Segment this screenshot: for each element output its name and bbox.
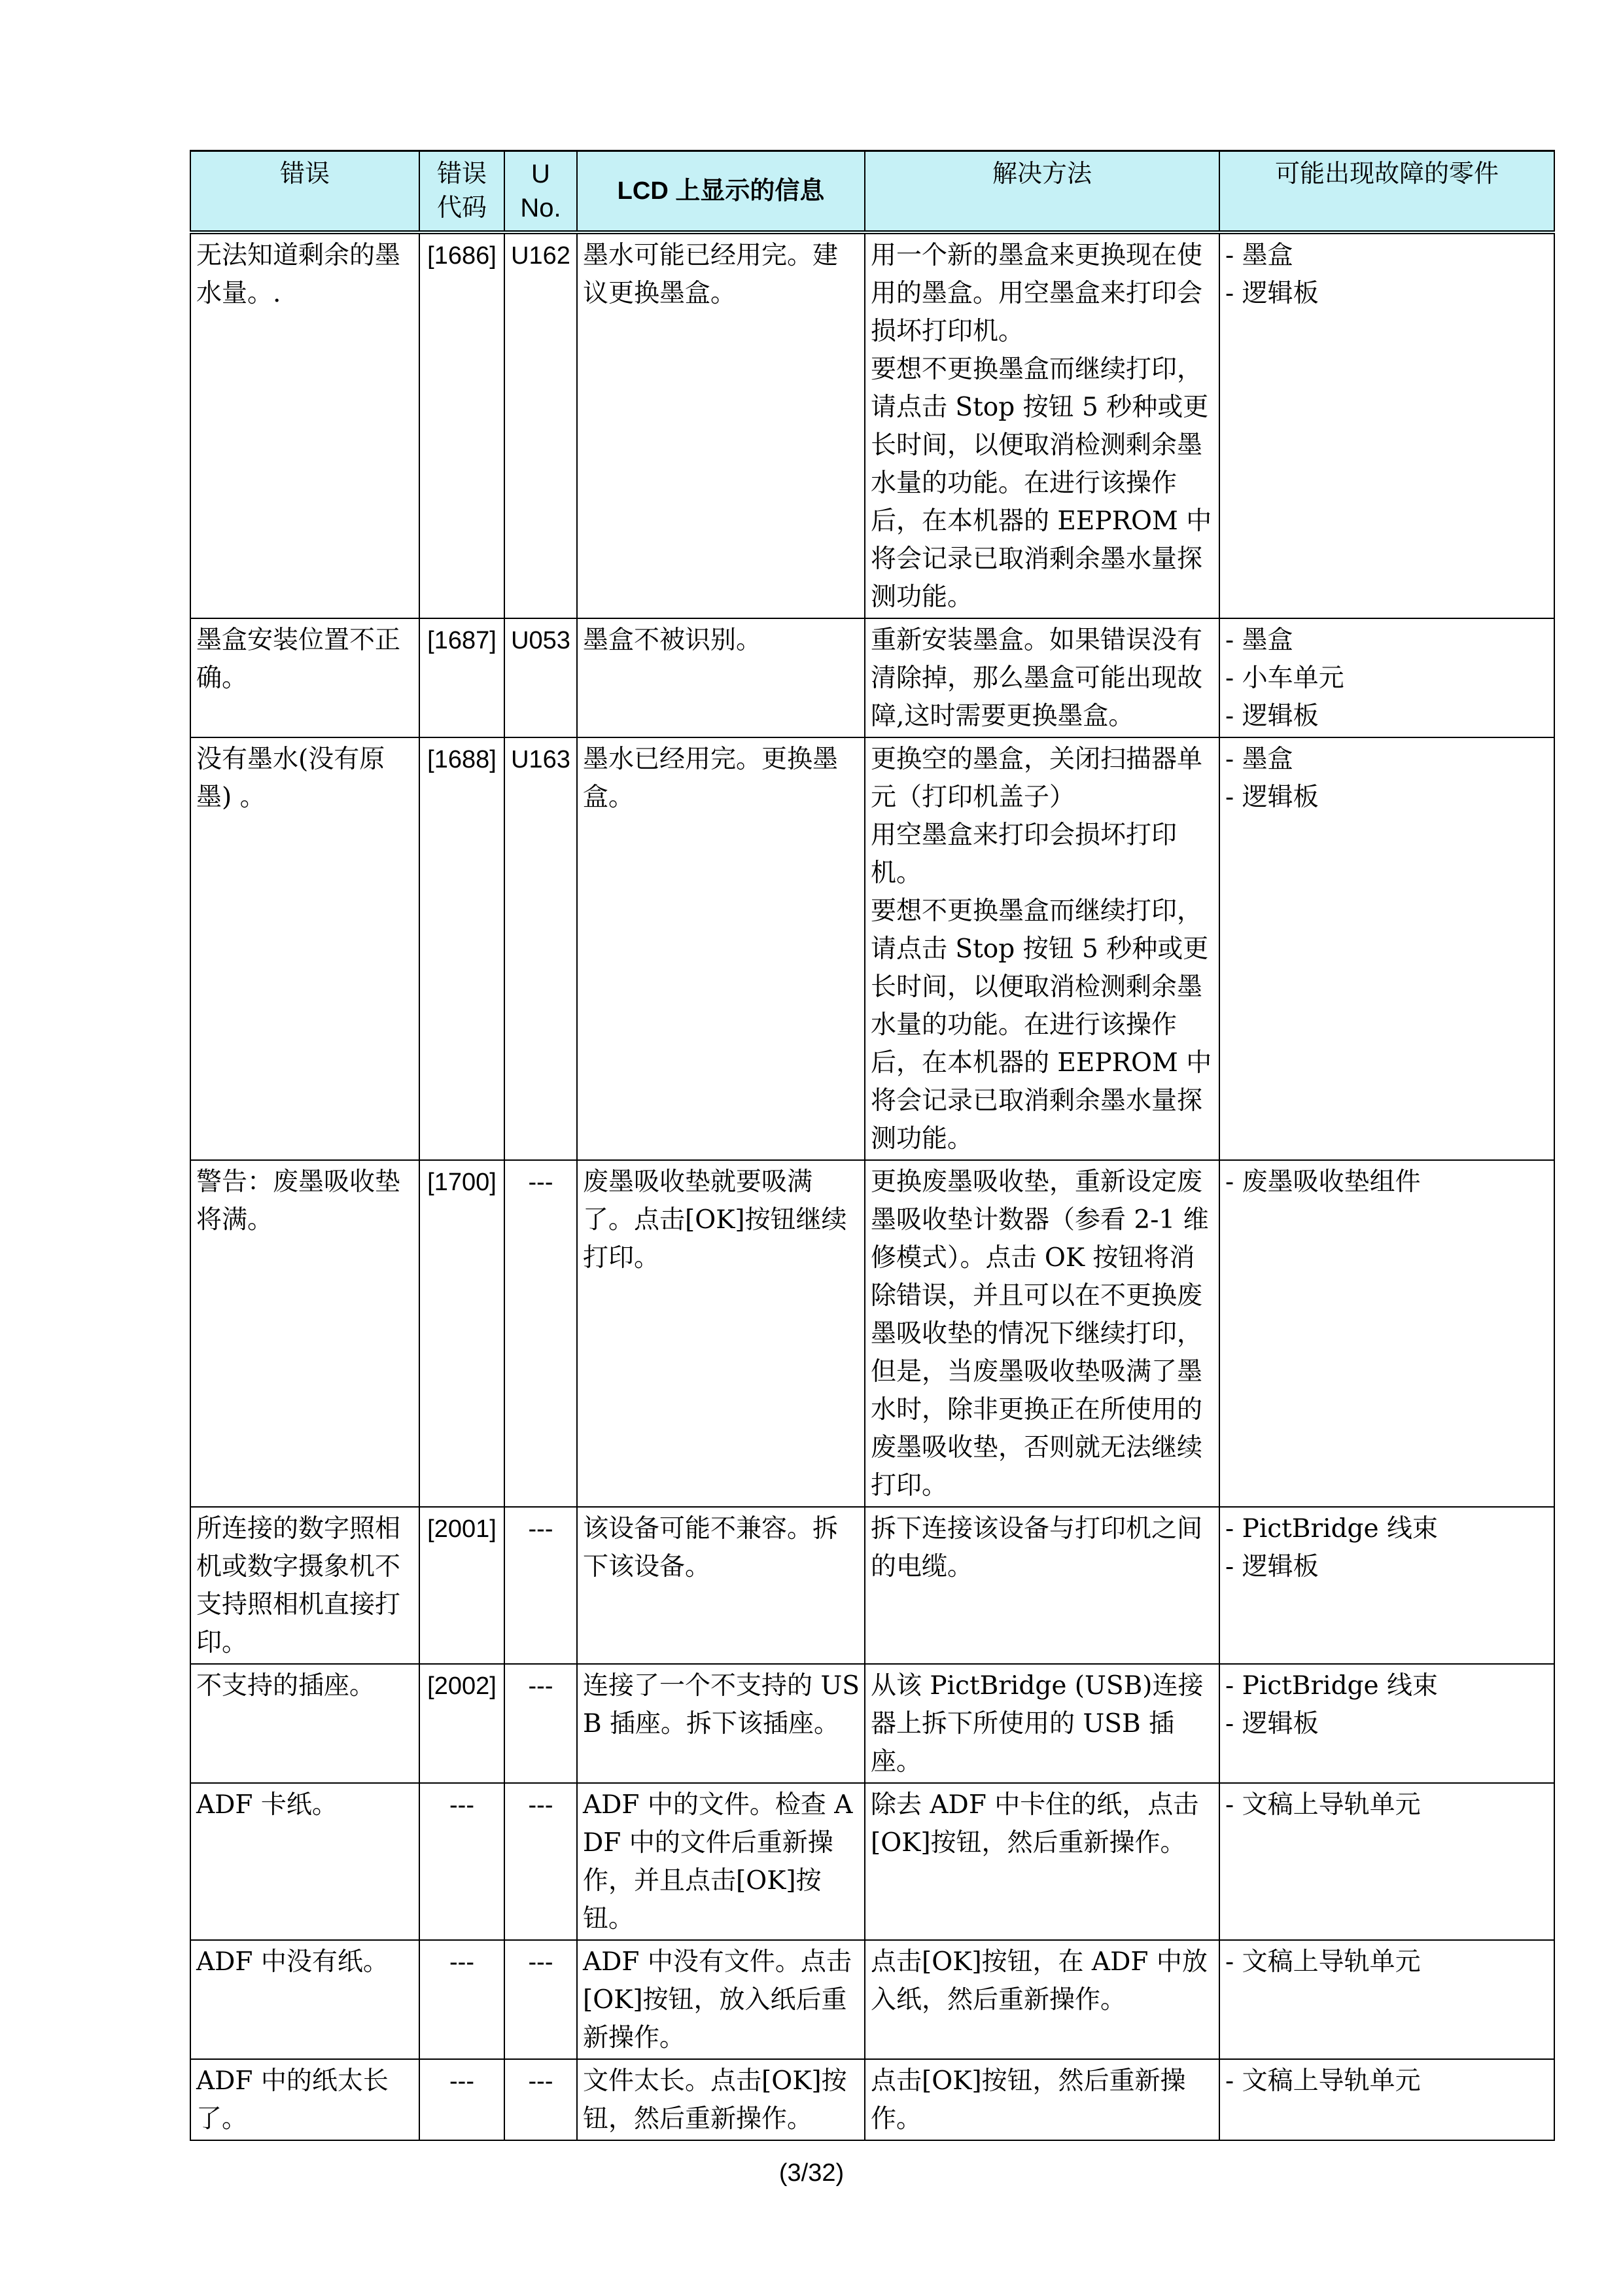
header-parts: 可能出现故障的零件 bbox=[1219, 151, 1554, 233]
table-row bbox=[190, 1160, 1554, 1507]
cell-lcd-message: 墨水可能已经用完。建议更换墨盒。 bbox=[577, 232, 865, 618]
cell-error-code: [2002] bbox=[419, 1664, 504, 1783]
cell-parts bbox=[1219, 1160, 1554, 1507]
part-item: - 废墨吸收垫组件 bbox=[1225, 1167, 1421, 1197]
part-item: - PictBridge 线束 bbox=[1225, 1514, 1438, 1544]
cell-error: 无法知道剩余的墨水量。. bbox=[190, 232, 419, 618]
cell-error-code: [2001] bbox=[419, 1507, 504, 1664]
cell-error-code: [1686] bbox=[419, 232, 504, 618]
table-row bbox=[190, 2059, 1554, 2140]
part-item: - 墨盒 bbox=[1225, 241, 1293, 270]
solution-paragraph: 除去 ADF 中卡住的纸，点击[OK]按钮，然后重新操作。 bbox=[871, 1790, 1199, 1858]
cell-parts bbox=[1219, 1940, 1554, 2059]
cell-lcd-message: 文件太长。点击[OK]按钮，然后重新操作。 bbox=[577, 2059, 865, 2140]
solution-paragraph: 更换废墨吸收垫，重新设定废墨吸收垫计数器（参看 2-1 维修模式）。点击 OK 按钮将消除错误，并且可以在不更换废墨吸收垫的情况下继续打印，但是，当废墨吸收垫吸满了墨水时，除非更换正在所使用的废墨吸收垫，否则就无法继续打印。 bbox=[871, 1167, 1209, 1500]
solution-paragraph: 更换空的墨盒，关闭扫描器单元（打印机盖子） bbox=[871, 745, 1203, 812]
header-code-text: 错误 代码 bbox=[436, 160, 487, 222]
cell-lcd-message: 墨盒不被识别。 bbox=[577, 618, 865, 737]
table-row bbox=[190, 618, 1554, 737]
table-row bbox=[190, 1664, 1554, 1783]
cell-u-number: --- bbox=[504, 1507, 577, 1664]
cell-parts bbox=[1219, 1664, 1554, 1783]
cell-error-code: --- bbox=[419, 1783, 504, 1940]
header-error: 错误 bbox=[190, 151, 419, 233]
cell-error: ADF 卡纸。 bbox=[190, 1783, 419, 1940]
solution-paragraph: 点击[OK]按钮，然后重新操作。 bbox=[871, 2066, 1186, 2134]
solution-paragraph: 用空墨盒来打印会损坏打印机。 bbox=[871, 821, 1178, 888]
cell-solution bbox=[865, 737, 1219, 1160]
cell-lcd-message: ADF 中的文件。检查 ADF 中的文件后重新操作，并且点击[OK]按钮。 bbox=[577, 1783, 865, 1940]
cell-lcd-message: 该设备可能不兼容。拆下该设备。 bbox=[577, 1507, 865, 1664]
cell-lcd-message: 墨水已经用完。更换墨盒。 bbox=[577, 737, 865, 1160]
cell-error: ADF 中的纸太长了。 bbox=[190, 2059, 419, 2140]
solution-paragraph: 要想不更换墨盒而继续打印，请点击 Stop 按钮 5 秒种或更长时间，以便取消检测剩余墨水量的功能。在进行该操作后，在本机器的 EEPROM 中将会记录已取消剩余墨水量探测功能。 bbox=[871, 355, 1212, 612]
cell-lcd-message: 废墨吸收垫就要吸满了。点击[OK]按钮继续打印。 bbox=[577, 1160, 865, 1507]
cell-u-number: --- bbox=[504, 2059, 577, 2140]
part-item: - 逻辑板 bbox=[1225, 279, 1319, 308]
table-row bbox=[190, 1507, 1554, 1664]
cell-error-code: [1687] bbox=[419, 618, 504, 737]
cell-u-number: U053 bbox=[504, 618, 577, 737]
cell-parts bbox=[1219, 618, 1554, 737]
error-code-table bbox=[190, 150, 1555, 2141]
cell-error: 墨盒安装位置不正确。 bbox=[190, 618, 419, 737]
cell-error: 没有墨水(没有原墨) 。 bbox=[190, 737, 419, 1160]
cell-solution bbox=[865, 1507, 1219, 1664]
cell-u-number: --- bbox=[504, 1664, 577, 1783]
part-item: - 逻辑板 bbox=[1225, 783, 1319, 812]
solution-paragraph: 从该 PictBridge (USB)连接器上拆下所使用的 USB 插座。 bbox=[871, 1671, 1204, 1776]
solution-paragraph: 用一个新的墨盒来更换现在使用的墨盒。用空墨盒来打印会损坏打印机。 bbox=[871, 241, 1203, 346]
table-row bbox=[190, 737, 1554, 1160]
cell-solution bbox=[865, 232, 1219, 618]
part-item: - 墨盒 bbox=[1225, 626, 1293, 655]
cell-parts bbox=[1219, 737, 1554, 1160]
cell-solution bbox=[865, 1664, 1219, 1783]
solution-paragraph: 拆下连接该设备与打印机之间的电缆。 bbox=[871, 1514, 1203, 1581]
table-body bbox=[190, 232, 1554, 2140]
cell-parts bbox=[1219, 232, 1554, 618]
part-item: - 文稿上导轨单元 bbox=[1225, 1947, 1421, 1977]
cell-u-number: U162 bbox=[504, 232, 577, 618]
cell-solution bbox=[865, 618, 1219, 737]
part-item: - 小车单元 bbox=[1225, 663, 1344, 693]
cell-lcd-message: 连接了一个不支持的 USB 插座。拆下该插座。 bbox=[577, 1664, 865, 1783]
part-item: - 逻辑板 bbox=[1225, 701, 1319, 731]
part-item: - 文稿上导轨单元 bbox=[1225, 1790, 1421, 1820]
cell-u-number: U163 bbox=[504, 737, 577, 1160]
cell-solution bbox=[865, 2059, 1219, 2140]
part-item: - PictBridge 线束 bbox=[1225, 1671, 1438, 1701]
table-row bbox=[190, 1783, 1554, 1940]
cell-parts bbox=[1219, 1783, 1554, 1940]
cell-error: ADF 中没有纸。 bbox=[190, 1940, 419, 2059]
table-row bbox=[190, 1940, 1554, 2059]
cell-error-code: --- bbox=[419, 1940, 504, 2059]
cell-solution bbox=[865, 1783, 1219, 1940]
table-header-row bbox=[190, 151, 1554, 233]
solution-paragraph: 点击[OK]按钮，在 ADF 中放入纸，然后重新操作。 bbox=[871, 1947, 1208, 2015]
cell-error: 所连接的数字照相机或数字摄象机不支持照相机直接打印。 bbox=[190, 1507, 419, 1664]
part-item: - 文稿上导轨单元 bbox=[1225, 2066, 1421, 2096]
cell-error: 警告：废墨吸收垫将满。 bbox=[190, 1160, 419, 1507]
cell-u-number: --- bbox=[504, 1783, 577, 1940]
table-row bbox=[190, 232, 1554, 618]
solution-paragraph: 重新安装墨盒。如果错误没有清除掉，那么墨盒可能出现故障,这时需要更换墨盒。 bbox=[871, 626, 1203, 731]
cell-error: 不支持的插座。 bbox=[190, 1664, 419, 1783]
page-number: (3/32) bbox=[778, 2159, 845, 2187]
cell-u-number: --- bbox=[504, 1940, 577, 2059]
part-item: - 逻辑板 bbox=[1225, 1552, 1319, 1581]
part-item: - 逻辑板 bbox=[1225, 1709, 1319, 1739]
header-uno: U No. bbox=[504, 151, 577, 233]
cell-error-code: [1688] bbox=[419, 737, 504, 1160]
cell-parts bbox=[1219, 2059, 1554, 2140]
cell-lcd-message: ADF 中没有文件。点击[OK]按钮，放入纸后重新操作。 bbox=[577, 1940, 865, 2059]
header-solution: 解决方法 bbox=[865, 151, 1219, 233]
cell-solution bbox=[865, 1160, 1219, 1507]
cell-parts bbox=[1219, 1507, 1554, 1664]
cell-u-number: --- bbox=[504, 1160, 577, 1507]
solution-paragraph: 要想不更换墨盒而继续打印，请点击 Stop 按钮 5 秒种或更长时间，以便取消检测剩余墨水量的功能。在进行该操作后，在本机器的 EEPROM 中将会记录已取消剩余墨水量探测功能。 bbox=[871, 896, 1212, 1154]
header-code bbox=[419, 151, 504, 233]
cell-solution bbox=[865, 1940, 1219, 2059]
cell-error-code: --- bbox=[419, 2059, 504, 2140]
part-item: - 墨盒 bbox=[1225, 745, 1293, 774]
header-lcd-message: LCD 上显示的信息 bbox=[577, 151, 865, 233]
cell-error-code: [1700] bbox=[419, 1160, 504, 1507]
